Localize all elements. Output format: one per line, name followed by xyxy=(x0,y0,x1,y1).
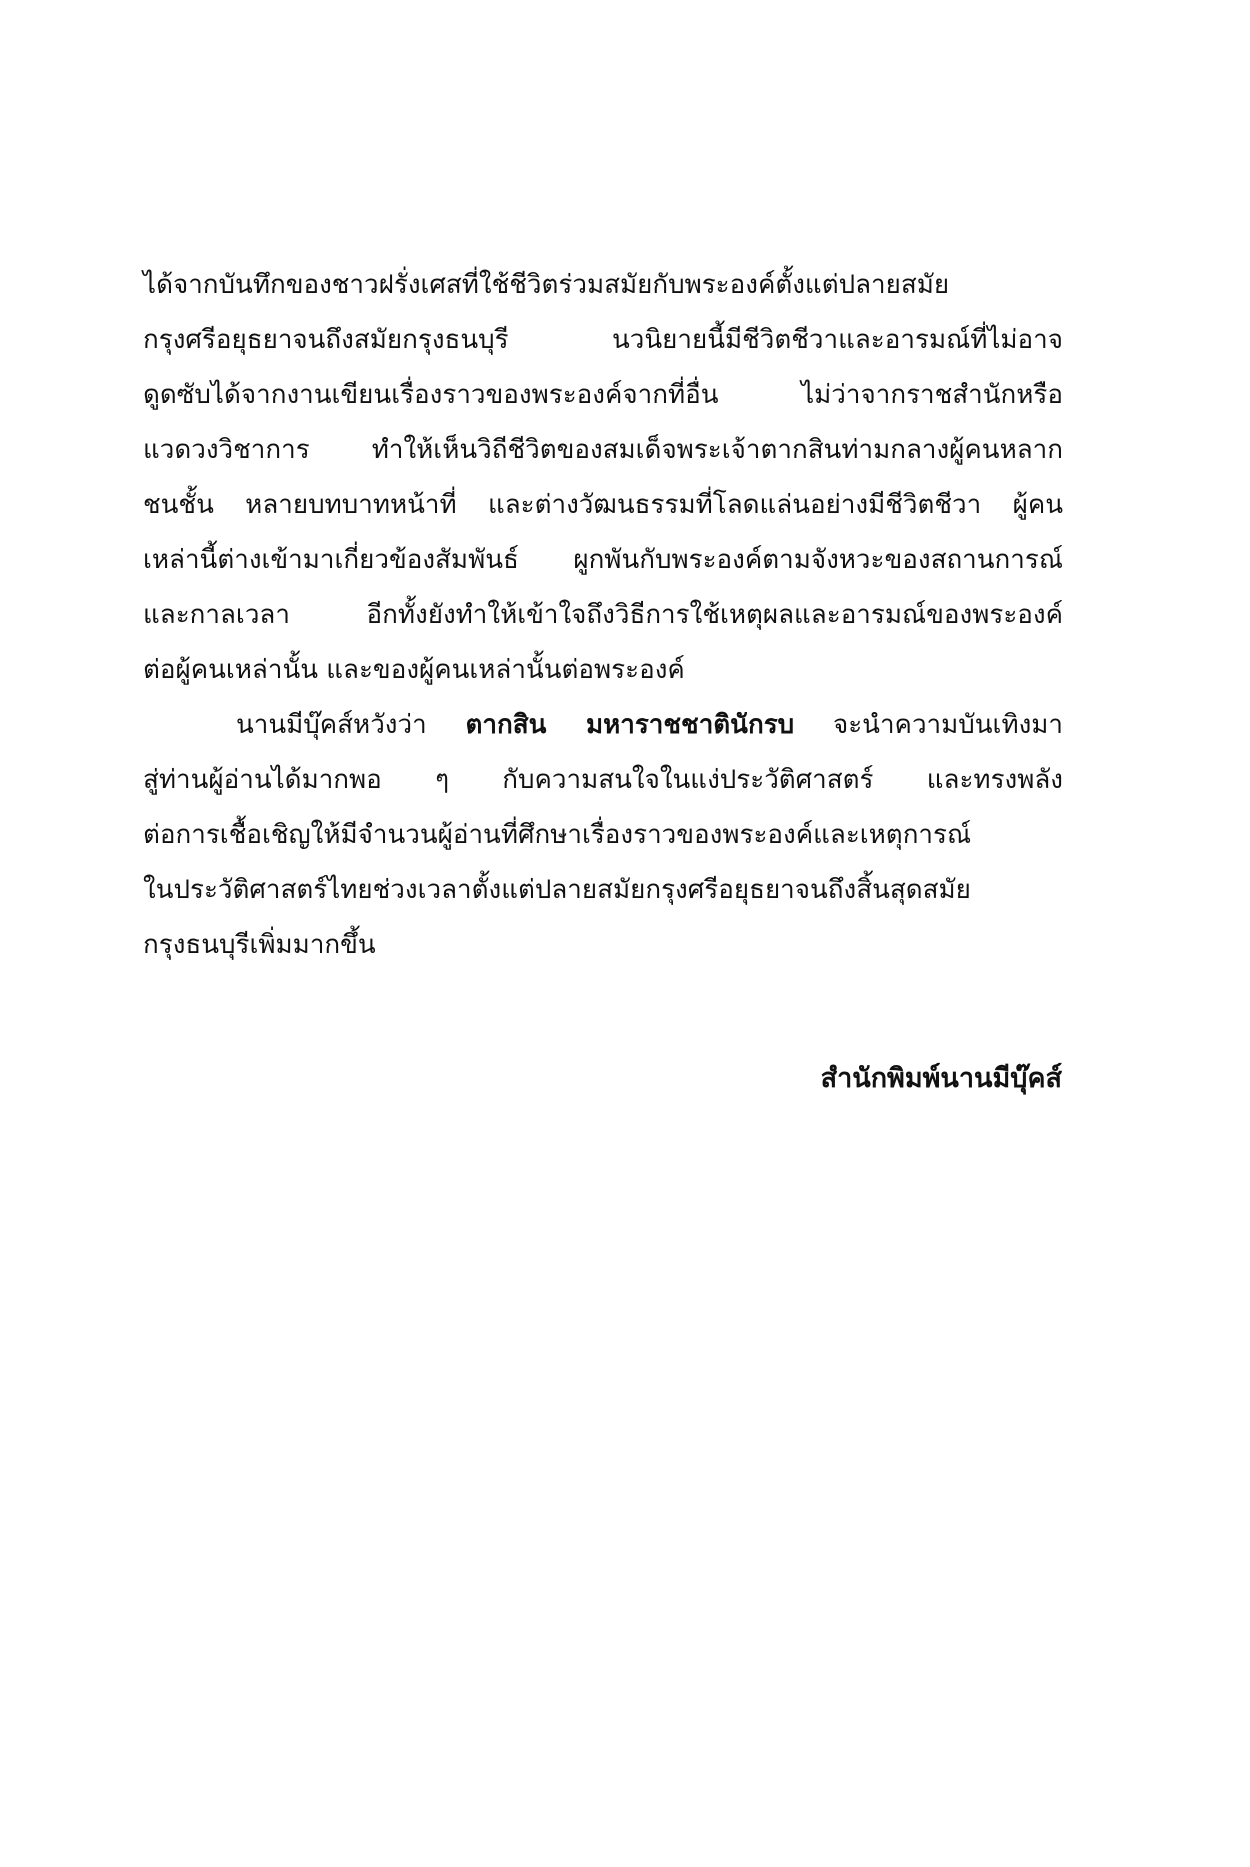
book-title: ตากสิน มหาราชชาตินักรบ xyxy=(465,710,795,740)
text-line: แวดวงวิชาการ ทำให้เห็นวิถีชีวิตของสมเด็จพระเจ้าตากสินท่ามกลางผู้คนหลาก xyxy=(143,435,1063,465)
text-line: ได้จากบันทึกของชาวฝรั่งเศสที่ใช้ชีวิตร่วมสมัยกับพระองค์ตั้งแต่ปลายสมัย xyxy=(143,270,950,300)
text-line: และกาลเวลา อีกทั้งยังทำให้เข้าใจถึงวิธีการใช้เหตุผลและอารมณ์ของพระองค์ xyxy=(143,600,1063,630)
text-line: กรุงธนบุรีเพิ่มมากขึ้น xyxy=(143,930,376,960)
paragraph-1 xyxy=(143,258,1063,698)
text-line-first xyxy=(143,698,1063,753)
text-line: ต่อผู้คนเหล่านั้น และของผู้คนเหล่านั้นต่อพระองค์ xyxy=(143,655,685,685)
text-line: ในประวัติศาสตร์ไทยช่วงเวลาตั้งแต่ปลายสมัยกรุงศรีอยุธยาจนถึงสิ้นสุดสมัย xyxy=(143,875,971,905)
text-line: เหล่านี้ต่างเข้ามาเกี่ยวข้องสัมพันธ์ ผูกพันกับพระองค์ตามจังหวะของสถานการณ์ xyxy=(143,545,1063,575)
paragraph-2 xyxy=(143,698,1063,973)
text-segment: นานมีบุ๊คส์หวังว่า xyxy=(236,710,466,740)
text-line: สู่ท่านผู้อ่านได้มากพอ ๆ กับความสนใจในแง่ประวัติศาสตร์ และทรงพลัง xyxy=(143,765,1063,795)
text-line: กรุงศรีอยุธยาจนถึงสมัยกรุงธนบุรี นวนิยายนี้มีชีวิตชีวาและอารมณ์ที่ไม่อาจ xyxy=(143,325,1063,355)
body-text xyxy=(143,258,1063,973)
text-line: ชนชั้น หลายบทบาทหน้าที่ และต่างวัฒนธรรมที่โลดแล่นอย่างมีชีวิตชีวา ผู้คน xyxy=(143,490,1063,520)
text-line: ดูดซับได้จากงานเขียนเรื่องราวของพระองค์จากที่อื่น ไม่ว่าจากราชสำนักหรือ xyxy=(143,380,1063,410)
text-segment: จะนำความบันเทิงมา xyxy=(794,710,1064,740)
text-line: ต่อการเชื้อเชิญให้มีจำนวนผู้อ่านที่ศึกษาเรื่องราวของพระองค์และเหตุการณ์ xyxy=(143,820,972,850)
publisher-signature: สำนักพิมพ์นานมีบุ๊คส์ xyxy=(820,1063,1062,1094)
